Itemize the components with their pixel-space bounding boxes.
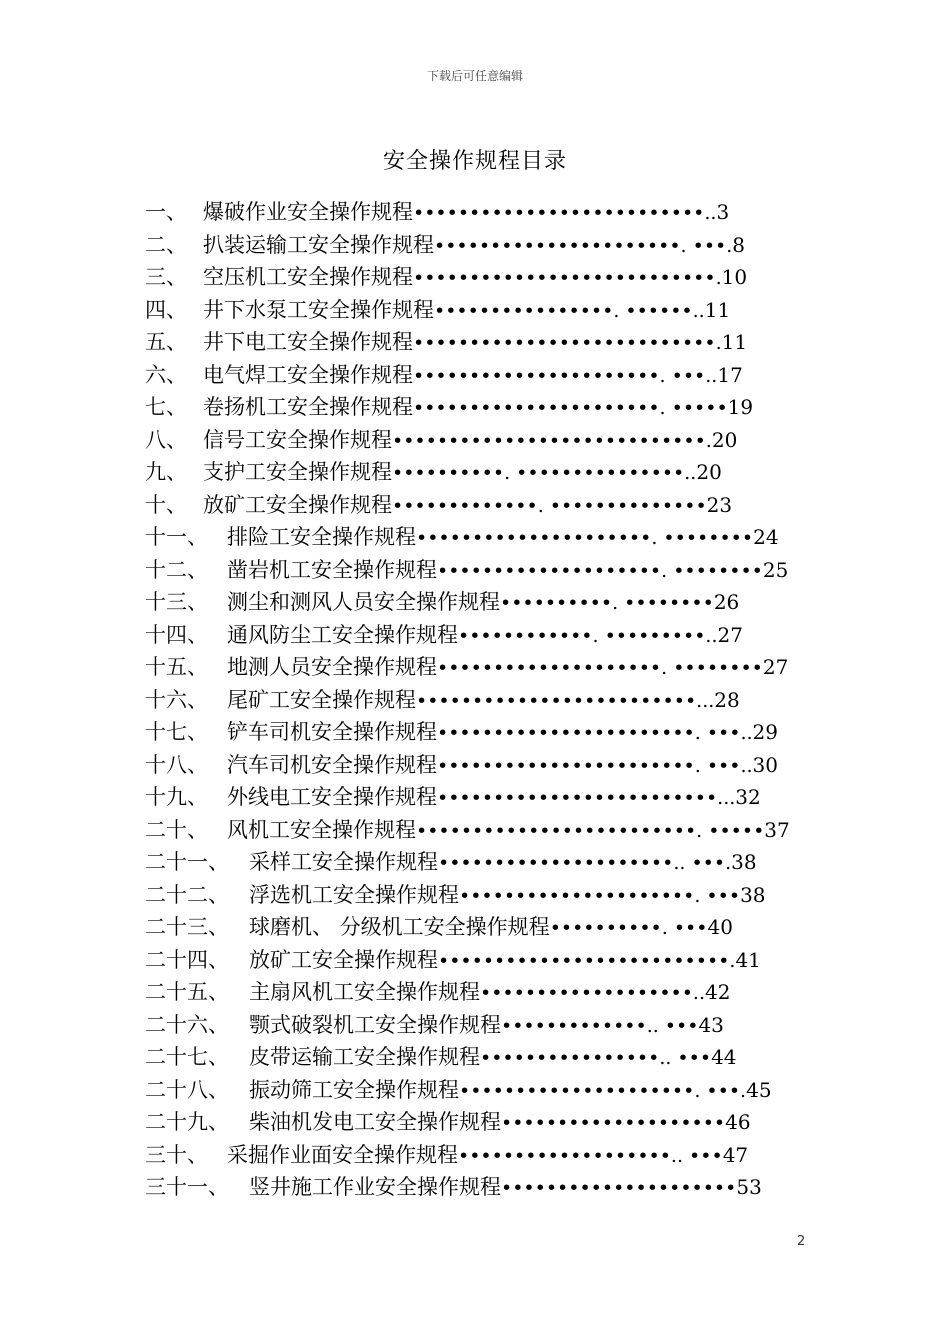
toc-entry: [145, 976, 785, 1009]
toc-entry: [145, 749, 785, 782]
toc-entry-page: 23: [706, 492, 733, 517]
toc-entry-page: 30: [752, 752, 778, 777]
toc-entry: [145, 879, 785, 912]
toc-entry-number: 三、: [145, 265, 187, 289]
toc-entry-number: 十、: [145, 492, 187, 517]
toc-entry-number: 十八、: [145, 752, 208, 777]
toc-entry-title: 排险工安全操作规程: [227, 525, 416, 549]
toc-entry-number: 二十五、: [145, 980, 229, 1004]
toc-entry-page: 3: [716, 200, 730, 224]
toc-entry: [145, 391, 785, 424]
toc-entry: [145, 684, 785, 717]
toc-entry-title: 汽车司机安全操作规程: [227, 752, 437, 777]
toc-entry-page: 32: [735, 785, 761, 809]
toc-entry: [145, 456, 785, 489]
toc-entry-number: 三十一、: [145, 1175, 229, 1199]
toc-entry-page: 10: [721, 265, 748, 289]
toc-entry: [145, 521, 785, 554]
toc-entry-title: 通风防尘工安全操作规程: [227, 622, 458, 647]
toc-entry-page: 46: [725, 1110, 751, 1134]
toc-entry-page: 19: [727, 395, 754, 419]
toc-entry-title: 尾矿工安全操作规程: [227, 687, 416, 712]
header-note: 下载后可任意编辑: [426, 69, 523, 83]
toc-entry-number: 五、: [145, 330, 187, 354]
toc-entry: [145, 1106, 785, 1139]
toc-entry: [145, 1171, 785, 1204]
toc-entry-leader: ••••••••••. •••: [549, 917, 708, 939]
toc-entry-leader: •••••••••••••••••••••.. •••.: [438, 852, 732, 874]
toc-entry-number: 十三、: [145, 590, 208, 614]
toc-entry-title: 竖井施工作业安全操作规程: [249, 1175, 501, 1199]
toc-entry-title: 测尘和测风人员安全操作规程: [227, 590, 500, 614]
toc-entry: [145, 651, 789, 684]
toc-entry-leader: ••••••••••••••••.. •••: [480, 1047, 712, 1069]
toc-entry: [145, 261, 785, 294]
toc-entry-page: 42: [705, 980, 731, 1004]
toc-entry-page: 20: [696, 460, 722, 484]
toc-entry-number: 三十、: [145, 1142, 208, 1167]
toc-entry: [145, 1009, 785, 1042]
toc-entry-title: 振动筛工安全操作规程: [249, 1077, 459, 1102]
toc-entry-page: 17: [717, 362, 743, 387]
toc-entry-page: 24: [753, 525, 779, 549]
toc-entry-title: 皮带运输工安全操作规程: [249, 1045, 480, 1069]
toc-entry-number: 十六、: [145, 687, 208, 712]
toc-entry-title: 放矿工安全操作规程: [249, 947, 438, 972]
toc-entry-number: 九、: [145, 460, 187, 484]
toc-entry-number: 二十二、: [145, 882, 229, 907]
toc-entry-number: 四、: [145, 297, 187, 322]
toc-entry: [145, 359, 785, 392]
toc-entry: [145, 424, 785, 457]
toc-entry-leader: ••••••••••••. •••••••••..: [458, 624, 718, 647]
toc-entry: [145, 814, 790, 847]
toc-entry-number: 十一、: [145, 525, 208, 549]
toc-entry-leader: ••••••••••••••••. ••••••..: [434, 299, 705, 322]
toc-entry-page: 11: [721, 330, 748, 354]
toc-entry: [145, 1139, 785, 1172]
toc-entry-page: 27: [717, 622, 743, 647]
toc-entry-title: 主扇风机工安全操作规程: [249, 980, 480, 1004]
toc-entry: [145, 294, 785, 327]
toc-entry-number: 十五、: [145, 655, 208, 679]
toc-entry-leader: •••••••••••••••••••••••••••.: [413, 332, 722, 354]
toc-entry-leader: •••••••••••••••••••••••. •••..: [437, 754, 753, 777]
toc-entry-title: 井下水泵工安全操作规程: [203, 297, 434, 322]
toc-entry: [145, 586, 785, 619]
toc-entry-number: 二十三、: [145, 915, 229, 939]
toc-entry-leader: •••••••••••••••••••••••••••.: [413, 267, 722, 289]
toc-entry-number: 二十七、: [145, 1045, 229, 1069]
toc-entry-page: 53: [736, 1175, 762, 1199]
toc-entry-page: 37: [764, 817, 790, 842]
toc-entry: [145, 716, 785, 749]
toc-entry-leader: ••••••••••••••••••••••••••..: [413, 202, 717, 224]
toc-entry-leader: ••••••••••••••••••••••••••••.: [392, 429, 712, 452]
toc-entry-leader: •••••••••••••••••••.. •••: [458, 1144, 723, 1167]
toc-entry: [145, 781, 785, 814]
toc-entry-title: 铲车司机安全操作规程: [227, 720, 437, 744]
toc-entry-title: 井下电工安全操作规程: [203, 330, 413, 354]
toc-entry: [145, 619, 785, 652]
toc-entry-leader: ••••••••••. •••••••••••••••..: [392, 462, 697, 484]
toc-entry: [145, 944, 785, 977]
toc-entry-leader: •••••••••••••.. •••: [501, 1014, 699, 1037]
toc-entry-page: 38: [740, 882, 766, 907]
toc-entry-title: 颚式破裂机工安全操作规程: [249, 1012, 501, 1037]
toc-entry-title: 风机工安全操作规程: [227, 817, 416, 842]
toc-entry-page: 26: [713, 590, 740, 614]
toc-entry-page: 29: [752, 720, 778, 744]
toc-entry-leader: •••••••••••••••••••••. •••.: [459, 1079, 747, 1102]
toc-entry-title: 凿岩机工安全操作规程: [227, 557, 437, 582]
toc-entry-leader: •••••••••••••••••••..: [480, 982, 706, 1004]
toc-entry-number: 二十、: [145, 817, 208, 842]
toc-entry: [145, 489, 785, 522]
toc-entry-title: 放矿工安全操作规程: [203, 492, 392, 517]
toc-entry: [145, 1074, 785, 1107]
toc-entry-number: 十四、: [145, 622, 208, 647]
toc-entry-page: 40: [707, 915, 733, 939]
toc-entry-title: 信号工安全操作规程: [203, 427, 392, 452]
toc-entry: [145, 846, 785, 879]
page-title: 安全操作规程目录: [382, 149, 567, 174]
toc-entry-leader: ••••••••••••••••••••••. •••.: [434, 234, 733, 257]
toc-entry-page: 47: [722, 1142, 749, 1167]
toc-entry-page: 43: [698, 1012, 724, 1037]
toc-entry-page: 11: [704, 297, 731, 322]
toc-entry-title: 柴油机发电工安全操作规程: [249, 1110, 501, 1134]
toc-entry: [145, 911, 785, 944]
toc-entry-leader: •••••••••••••••••••••••. •••..: [437, 722, 753, 744]
toc-entry-leader: •••••••••••••••••••••••••...: [416, 689, 715, 712]
toc-entry-page: 44: [711, 1045, 737, 1069]
toc-entry-title: 采样工安全操作规程: [249, 850, 438, 874]
toc-entry-leader: •••••••••••••••••••••: [501, 1177, 737, 1199]
toc-entry-title: 支护工安全操作规程: [203, 460, 392, 484]
toc-entry: [145, 196, 785, 229]
toc-entry-number: 十九、: [145, 785, 208, 809]
table-of-contents: [145, 196, 790, 1204]
toc-entry-page: 41: [735, 947, 761, 972]
toc-entry-number: 二十四、: [145, 947, 229, 972]
toc-entry-title: 地测人员安全操作规程: [227, 655, 437, 679]
toc-entry-title: 电气焊工安全操作规程: [203, 362, 413, 387]
toc-entry-page: 45: [746, 1077, 772, 1102]
page-number: 2: [797, 1234, 806, 1249]
toc-entry-number: 八、: [145, 427, 187, 452]
toc-entry: [145, 554, 789, 587]
toc-entry-page: 38: [731, 850, 757, 874]
toc-entry-number: 二、: [145, 232, 187, 257]
toc-entry-leader: •••••••••••••. ••••••••••••••: [392, 494, 707, 517]
toc-entry-leader: ••••••••••••••••••••••••••.: [438, 949, 736, 972]
toc-entry-page: 20: [711, 427, 738, 452]
toc-entry-page: 25: [762, 557, 789, 582]
toc-entry-leader: ••••••••••••••••••••. ••••••••: [437, 559, 763, 582]
toc-entry-title: 空压机工安全操作规程: [203, 265, 413, 289]
toc-entry-title: 采掘作业面安全操作规程: [227, 1142, 458, 1167]
toc-entry-leader: ••••••••••••••••••••••. •••••: [413, 397, 728, 419]
toc-entry-leader: •••••••••••••••••••••. ••••••••: [416, 527, 754, 549]
toc-entry: [145, 229, 785, 262]
toc-entry-number: 二十六、: [145, 1012, 229, 1037]
toc-entry-title: 扒装运输工安全操作规程: [203, 232, 434, 257]
toc-entry-leader: ••••••••••••••••••••: [501, 1112, 726, 1134]
toc-entry-leader: •••••••••••••••••••••. •••: [459, 884, 741, 907]
toc-entry-title: 爆破作业安全操作规程: [203, 200, 413, 224]
toc-entry-number: 二十一、: [145, 850, 229, 874]
toc-entry-leader: ••••••••••••••••••••••. •••..: [413, 364, 718, 387]
toc-entry-leader: •••••••••••••••••••••••••. •••••: [416, 819, 765, 842]
toc-entry-number: 十二、: [145, 557, 208, 582]
toc-entry-leader: ••••••••••••••••••••. ••••••••: [437, 657, 763, 679]
toc-entry-title: 球磨机、 分级机工安全操作规程: [249, 915, 550, 939]
toc-entry: [145, 326, 785, 359]
toc-entry-title: 浮选机工安全操作规程: [249, 882, 459, 907]
toc-entry-number: 二十八、: [145, 1077, 229, 1102]
toc-entry-leader: ••••••••••. ••••••••: [500, 592, 714, 614]
toc-entry-number: 十七、: [145, 720, 208, 744]
toc-entry-number: 一、: [145, 200, 187, 224]
toc-entry-number: 六、: [145, 362, 187, 387]
toc-entry-number: 七、: [145, 395, 187, 419]
toc-entry-page: 28: [714, 687, 740, 712]
toc-entry-title: 外线电工安全操作规程: [227, 785, 437, 809]
toc-entry-number: 二十九、: [145, 1110, 229, 1134]
toc-entry-leader: •••••••••••••••••••••••••...: [437, 787, 736, 809]
toc-entry-page: 27: [762, 655, 789, 679]
toc-entry-page: 8: [732, 232, 746, 257]
toc-entry-title: 卷扬机工安全操作规程: [203, 395, 413, 419]
toc-entry: [145, 1041, 785, 1074]
